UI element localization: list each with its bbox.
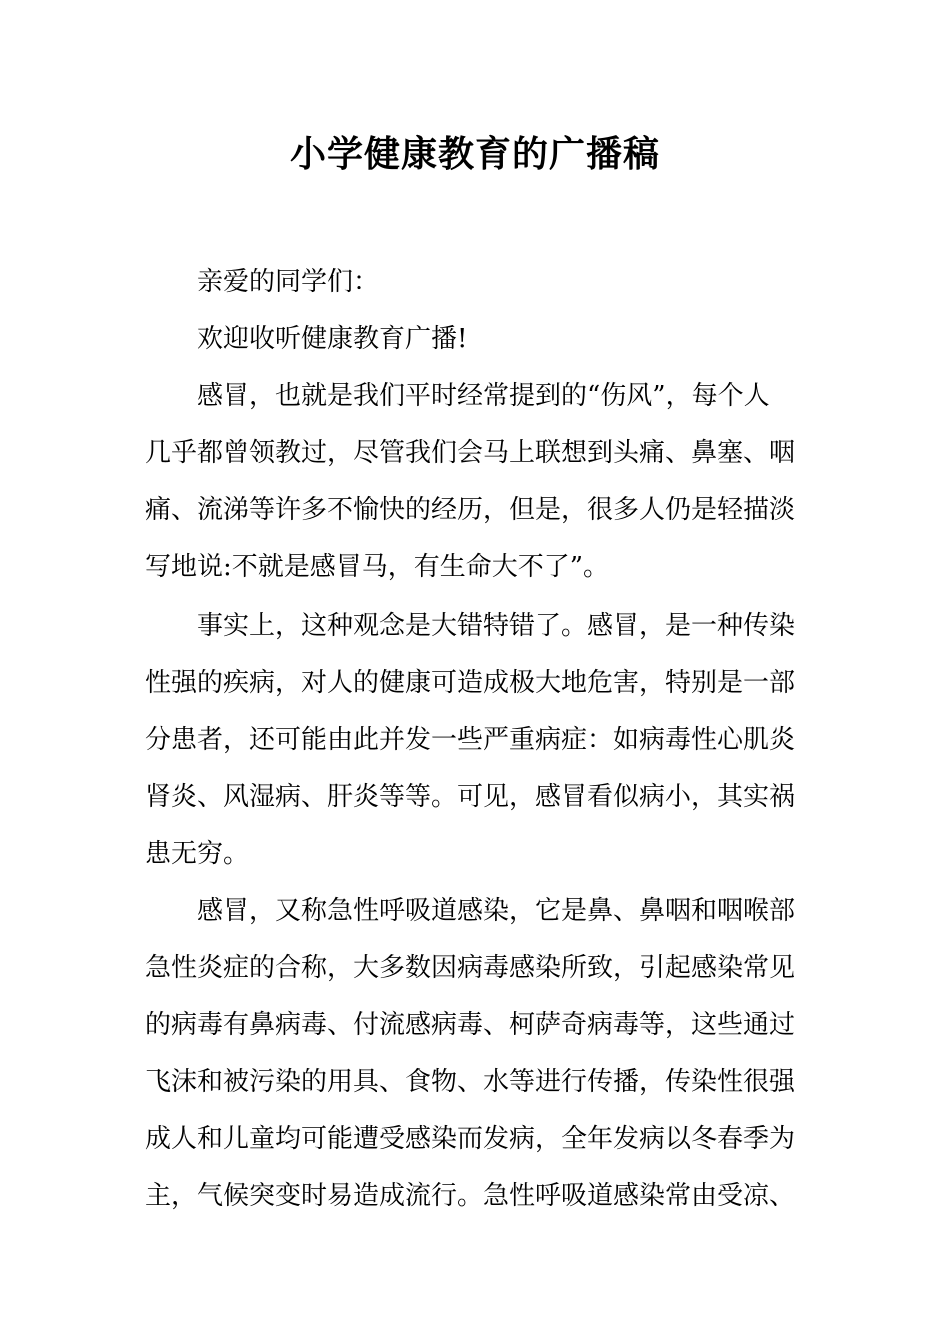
- paragraph-1-line-2: 几乎都曾领教过，尽管我们会马上联想到头痛、鼻塞、咽: [145, 438, 796, 468]
- paragraph-2-line-5: 患无穷。: [145, 839, 250, 869]
- paragraph-2-line-2: 性强的疾病，对人的健康可造成极大地危害，特别是一部: [145, 668, 796, 698]
- paragraph-3-line-4: 飞沫和被污染的用具、食物、水等进行传播，传染性很强: [145, 1067, 796, 1097]
- paragraph-3-line-5: 成人和儿童均可能遭受感染而发病，全年发病以冬春季为: [145, 1124, 796, 1154]
- welcome-line: 欢迎收听健康教育广播!: [197, 324, 468, 354]
- paragraph-2-line-3: 分患者，还可能由此并发一些严重病症：如病毒性心肌炎: [145, 725, 796, 755]
- paragraph-3-line-6: 主，气候突变时易造成流行。急性呼吸道感染常由受凉、: [145, 1181, 796, 1211]
- greeting-line: 亲爱的同学们：: [197, 267, 380, 297]
- paragraph-2-line-4: 肾炎、风湿病、肝炎等等。可见，感冒看似病小，其实祸: [145, 782, 796, 812]
- paragraph-3-line-3: 的病毒有鼻病毒、付流感病毒、柯萨奇病毒等，这些通过: [145, 1010, 796, 1040]
- paragraph-3-line-2: 急性炎症的合称，大多数因病毒感染所致，引起感染常见: [145, 953, 796, 983]
- paragraph-1-line-1: 感冒，也就是我们平时经常提到的“伤风”，每个人: [197, 381, 770, 411]
- paragraph-2-line-1: 事实上，这种观念是大错特错了。感冒，是一种传染: [197, 611, 796, 641]
- paragraph-1-line-3: 痛、流涕等许多不愉快的经历，但是，很多人仍是轻描淡: [145, 495, 796, 525]
- paragraph-3-line-1: 感冒，又称急性呼吸道感染，它是鼻、鼻咽和咽喉部: [197, 896, 796, 926]
- paragraph-1-line-4: 写地说:不就是感冒马，有生命大不了”。: [145, 552, 610, 582]
- document-title: 小学健康教育的广播稿: [289, 133, 660, 175]
